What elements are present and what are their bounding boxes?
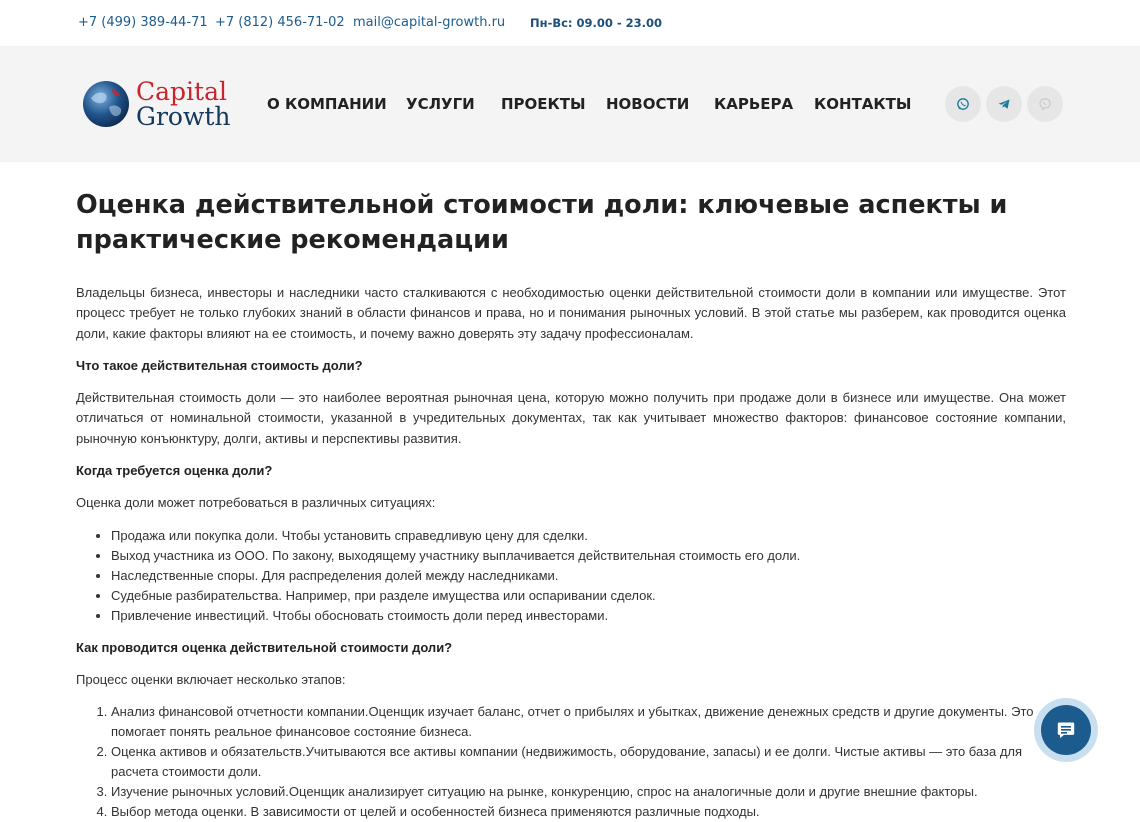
section-heading: Как проводится оценка действительной стоимости доли? <box>76 639 453 655</box>
nav-item-career[interactable]: КАРЬЕРА <box>714 95 794 113</box>
message-icon <box>1056 720 1076 740</box>
logo-word-2: Growth <box>136 102 231 131</box>
paragraph: Оценка доли может потребоваться в различных ситуациях: <box>76 495 436 511</box>
site-header <box>0 46 1140 162</box>
list-item: 3. Изучение рыночных условий.Оценщик анализирует ситуацию на рынке, конкуренцию, спрос на аналогичные доли и другие внешние факторы. <box>111 782 1051 802</box>
nav-item-services[interactable]: УСЛУГИ <box>406 95 475 113</box>
list-item: 1. Анализ финансовой отчетности компании.Оценщик изучает баланс, отчет о прибылях и убытках, движение денежных средств и другие документы. Это помогает понять реальное финансовое состояние бизнеса. <box>111 702 1051 742</box>
chat-widget-button[interactable] <box>1034 698 1098 762</box>
article-content <box>76 162 1066 822</box>
list-item: • Привлечение инвестиций. Чтобы обосновать стоимость доли перед инвесторами. <box>111 606 1066 626</box>
phone-link-1[interactable]: +7 (499) 389-44-71 <box>78 15 208 30</box>
chat-widget-core <box>1041 705 1091 755</box>
whatsapp-icon <box>956 97 970 111</box>
list-item: • Судебные разбирательства. Например, при разделе имущества или оспаривании сделок. <box>111 586 1066 606</box>
logo[interactable] <box>80 77 235 131</box>
list-item: • Выход участника из ООО. По закону, выходящему участнику выплачивается действительная стоимость его доли. <box>111 546 1066 566</box>
list-item: • Наследственные споры. Для распределения долей между наследниками. <box>111 566 1066 586</box>
nav-item-company[interactable]: О КОМПАНИИ <box>267 95 387 113</box>
steps-list <box>76 702 1066 822</box>
paragraph: Действительная стоимость доли — это наиболее вероятная рыночная цена, которую можно получить при продаже доли в бизнесе или имуществе. Она может отличаться от номинальной стоимости, указанной в учредительных документах, так как учитывает множество факторов: финансовое состояние компании, рыночную конъюнктуру, долги, активы и перспективы развития. <box>76 390 1066 446</box>
telegram-button[interactable] <box>986 86 1022 122</box>
top-contact-bar <box>0 0 1140 46</box>
phone-link-2[interactable]: +7 (812) 456-71-02 <box>215 15 345 30</box>
list-item: 4. Выбор метода оценки. В зависимости от целей и особенностей бизнеса применяются различные подходы. <box>111 802 1051 822</box>
globe-logo-icon <box>82 80 130 128</box>
article-title: Оценка действительной стоимости доли: ключевые аспекты и практические рекомендации <box>76 190 1008 255</box>
whatsapp-button[interactable] <box>945 86 981 122</box>
telegram-icon <box>997 97 1011 111</box>
list-item: 2. Оценка активов и обязательств.Учитываются все активы компании (недвижимость, оборудование, запасы) и ее долги. Чистые активы — это база для расчета стоимости доли. <box>111 742 1051 782</box>
section-heading: Что такое действительная стоимость доли? <box>76 357 363 373</box>
working-hours: Пн-Вс: 09.00 - 23.00 <box>530 16 663 30</box>
paragraph: Процесс оценки включает несколько этапов: <box>76 671 346 687</box>
situations-list <box>76 526 1066 626</box>
logo-word-1: Capital <box>136 77 227 106</box>
article-intro: Владельцы бизнеса, инвесторы и наследники часто сталкиваются с необходимостью оценки действительной стоимости доли в компании или имуществе. Этот процесс требует не только глубоких знаний в области финансов и права, но и понимания рыночных условий. В этой статье мы разберем, как проводится оценка доли, какие факторы влияют на ее стоимость, и почему важно доверять эту задачу профессионалам. <box>76 285 1066 341</box>
viber-button[interactable] <box>1027 86 1063 122</box>
nav-item-contacts[interactable]: КОНТАКТЫ <box>814 95 912 113</box>
list-item: • Продажа или покупка доли. Чтобы установить справедливую цену для сделки. <box>111 526 1066 546</box>
nav-item-news[interactable]: НОВОСТИ <box>606 95 690 113</box>
email-link[interactable]: mail@capital-growth.ru <box>353 15 506 30</box>
nav-item-projects[interactable]: ПРОЕКТЫ <box>501 95 586 113</box>
section-heading: Когда требуется оценка доли? <box>76 463 273 479</box>
viber-icon <box>1038 97 1052 111</box>
